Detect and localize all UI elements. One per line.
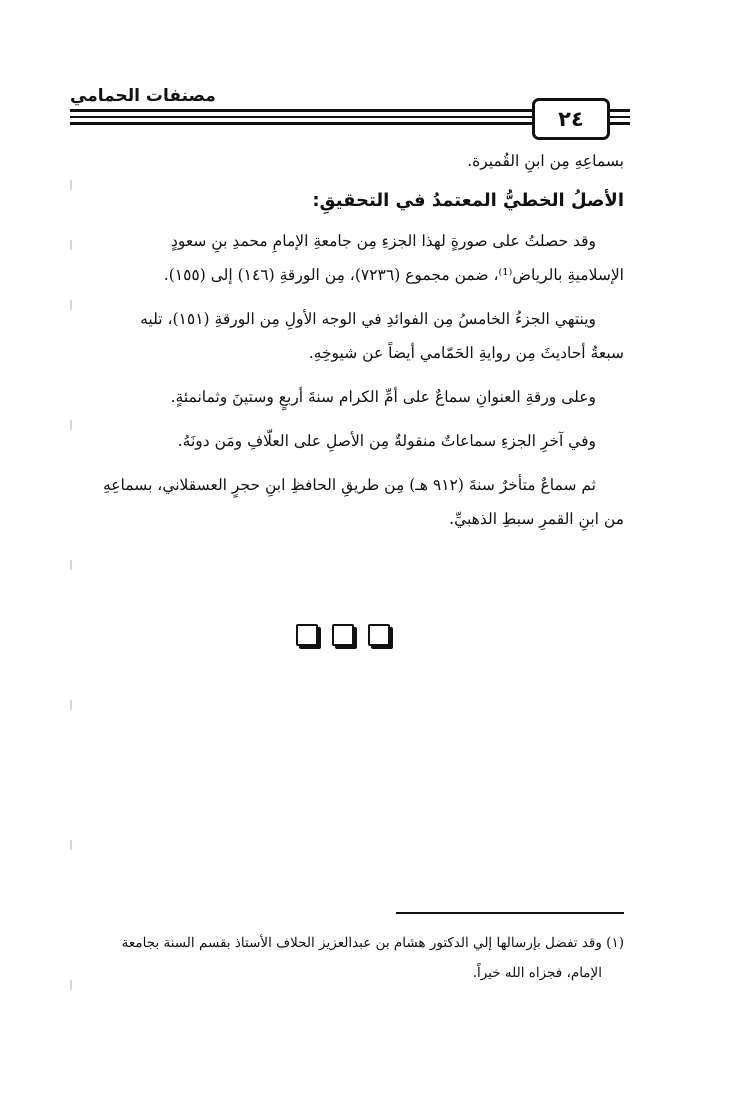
footnote-rule [396, 912, 624, 914]
paragraph [64, 468, 624, 536]
paragraph [64, 424, 624, 458]
page-header [70, 86, 630, 142]
running-title: مصنفات الحمامي [70, 86, 224, 106]
scan-mark [70, 840, 72, 850]
text-line: وفي آخرِ الجزءِ سماعاتٌ منقولةٌ مِن الأصلِ على العلّافِ ومَن دونَهُ. [177, 432, 596, 450]
scan-mark [70, 700, 72, 710]
paragraph [64, 302, 624, 370]
square-icon [296, 624, 318, 646]
text-line: ثم سماعٌ متأخرٌ سنةَ (٩١٢ هـ) مِن طريقِ الحافظِ ابنِ حجرٍ العسقلاني، بسماعِهِ [103, 476, 596, 494]
paragraph [64, 224, 624, 292]
square-icon [368, 624, 390, 646]
text-line: من ابنِ القمرِ سبطِ الذهبيِّ. [449, 510, 624, 528]
square-icon [332, 624, 354, 646]
page-number: ٢٤ [532, 98, 610, 140]
section-heading: الأصلُ الخطيُّ المعتمدُ في التحقيقِ: [312, 190, 624, 211]
footnote-line: الإمام، فجزاه الله خيراً. [472, 965, 602, 981]
three-square-ornament-icon [296, 624, 396, 650]
scan-mark [70, 560, 72, 570]
text-line: الإسلاميةِ بالرياض⁽¹⁾، ضمن مجموع (٧٢٣٦)، مِن الورقةِ (١٤٦) إلى (١٥٥). [163, 266, 624, 284]
footnote [64, 928, 624, 988]
main-text [64, 144, 624, 546]
text-line: سبعةُ أحاديثَ مِن روايةِ الحَمّامي أيضاً عن شيوخِهِ. [308, 344, 624, 362]
continuation-line: بسماعِهِ مِن ابنِ القُميرة. [467, 152, 624, 170]
text-line: وعلى ورقةِ العنوانِ سماعٌ على أمِّ الكرام سنةَ أربعٍ وستينَ وثمانمئةٍ. [170, 388, 596, 406]
footnote-line: (١) وقد تفضل بإرسالها إلي الدكتور هشام بن عبدالعزيز الحلاف الأستاذ بقسم السنة بجامعة [121, 935, 624, 951]
paragraph [64, 380, 624, 414]
text-line: وقد حصلتُ على صورةٍ لهذا الجزءِ مِن جامعةِ الإمامِ محمدِ بنِ سعودٍ [170, 232, 596, 250]
text-line: وينتهي الجزءُ الخامسُ مِن الفوائدِ في الوجه الأولِ مِن الورقةِ (١٥١)، تليه [140, 310, 596, 328]
